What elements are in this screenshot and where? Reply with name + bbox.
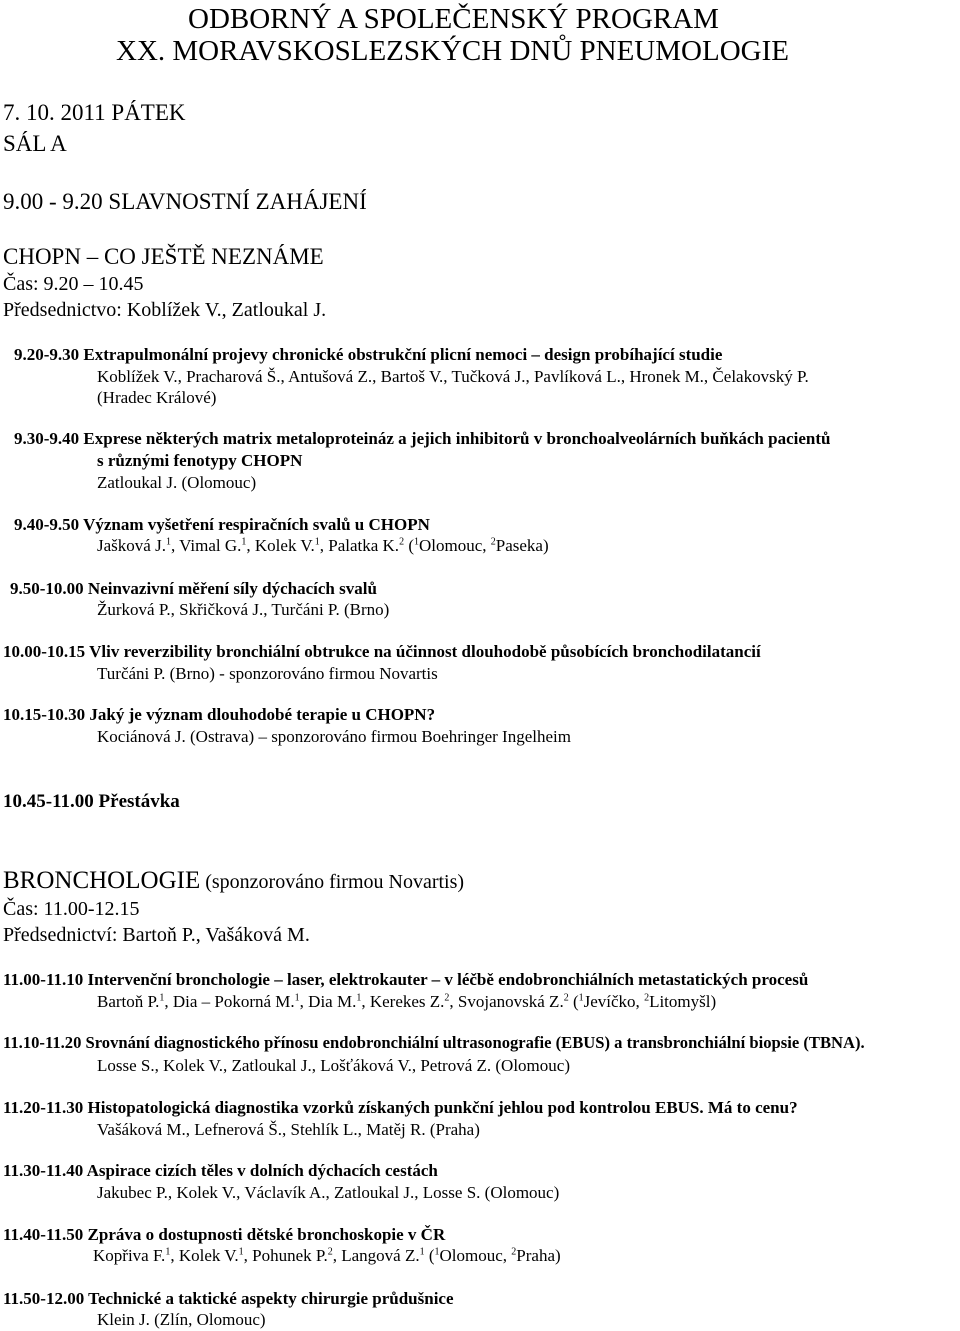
- talk-title: 11.20-11.30 Histopatologická diagnostika vzorků získaných punkční jehlou pod kontrolou EBUS. Má to cenu?: [3, 1098, 798, 1117]
- talk-authors: Žurková P., Skřičková J., Turčáni P. (Brno): [97, 600, 390, 619]
- talk-authors: Losse S., Kolek V., Zatloukal J., Lošťáková V., Petrová Z. (Olomouc): [97, 1056, 570, 1075]
- talk-title: 11.00-11.10 Intervenční bronchologie – laser, elektrokauter – v léčbě endobronchiálních metastatických procesů: [3, 970, 809, 989]
- session2-time: Čas: 11.00-12.15: [3, 898, 140, 920]
- session1-chair: Předsednictvo: Koblížek V., Zatloukal J.: [3, 299, 327, 321]
- talk-authors: Turčáni P. (Brno) - sponzorováno firmou Novartis: [97, 664, 438, 683]
- talk-authors: Klein J. (Zlín, Olomouc): [97, 1310, 266, 1329]
- talk-authors: Jašková J.$^1$, Vimal G.$^1$, Kolek V.$^1$, Palatka K.$^2$ ($^1$Olomouc, $^2$Paseka): [97, 536, 549, 555]
- talk-title: 9.50-10.00 Neinvazivní měření síly dýchacích svalů: [10, 579, 377, 598]
- break-item: 10.45-11.00 Přestávka: [3, 791, 180, 812]
- talk-title: 10.15-10.30 Jaký je význam dlouhodobé terapie u CHOPN?: [3, 705, 436, 724]
- hall-name: SÁL A: [3, 131, 67, 156]
- talk-title: 11.10-11.20 Srovnání diagnostického přínosu endobronchiální ultrasonografie (EBUS) a transbronchiální biopsie (TBNA).: [3, 1033, 865, 1052]
- talk-title: 10.00-10.15 Vliv reverzibility bronchiální obtrukce na účinnost dlouhodobě působících bronchodilatancií: [3, 642, 761, 661]
- talk-title: 9.30-9.40 Exprese některých matrix metaloproteináz a jejich inhibitorů v bronchoalveolárních buňkách pacientů: [14, 429, 831, 448]
- talk-title: 11.30-11.40 Aspirace cizích těles v dolních dýchacích cestách: [3, 1161, 438, 1180]
- talk-title: 11.50-12.00 Technické a taktické aspekty chirurgie průdušnice: [3, 1289, 454, 1308]
- document-title-line2: XX. MORAVSKOSLEZSKÝCH DNŮ PNEUMOLOGIE: [116, 35, 789, 67]
- talk-authors: Zatloukal J. (Olomouc): [97, 473, 257, 492]
- talk-authors: Kopřiva F.$^1$, Kolek V.$^1$, Pohunek P.$^2$, Langová Z.$^1$ ($^1$Olomouc, $^2$Praha): [93, 1246, 561, 1265]
- talk-title: 11.40-11.50 Zpráva o dostupnosti dětské bronchoskopie v ČR: [3, 1225, 446, 1244]
- session1-title: CHOPN – CO JEŠTĚ NEZNÁME: [3, 244, 324, 269]
- talk-title: 9.40-9.50 Význam vyšetření respiračních svalů u CHOPN: [14, 515, 430, 534]
- day-date: 7. 10. 2011 PÁTEK: [3, 100, 186, 125]
- talk-place: (Hradec Králové): [97, 388, 217, 407]
- document-title-line1: ODBORNÝ A SPOLEČENSKÝ PROGRAM: [188, 3, 719, 35]
- talk-title: 9.20-9.30 Extrapulmonální projevy chronické obstrukční plicní nemoci – design probíhající studie: [14, 345, 723, 364]
- talk-authors: Jakubec P., Kolek V., Václavík A., Zatloukal J., Losse S. (Olomouc): [97, 1183, 560, 1202]
- talk-authors: Bartoň P.$^1$, Dia – Pokorná M.$^1$, Dia M.$^1$, Kerekes Z.$^2$, Svojanovská Z.$^2$ ($^1$Jevíčko, $^2$Litomyšl): [97, 992, 717, 1011]
- session1-time: Čas: 9.20 – 10.45: [3, 273, 144, 295]
- talk-authors: Kociánová J. (Ostrava) – sponzorováno firmou Boehringer Ingelheim: [97, 727, 571, 746]
- talk-authors: Vašáková M., Lefnerová Š., Stehlík L., Matěj R. (Praha): [97, 1120, 480, 1139]
- session2-title: BRONCHOLOGIE (sponzorováno firmou Novartis): [3, 867, 465, 894]
- talk-title-continued: s různými fenotypy CHOPN: [97, 451, 303, 470]
- talk-authors: Koblížek V., Pracharová Š., Antušová Z., Bartoš V., Tučková J., Pavlíková L., Hronek M., Čelakovský P.: [97, 367, 809, 386]
- opening-ceremony: 9.00 - 9.20 SLAVNOSTNÍ ZAHÁJENÍ: [3, 189, 367, 214]
- session2-chair: Předsednictví: Bartoň P., Vašáková M.: [3, 924, 310, 946]
